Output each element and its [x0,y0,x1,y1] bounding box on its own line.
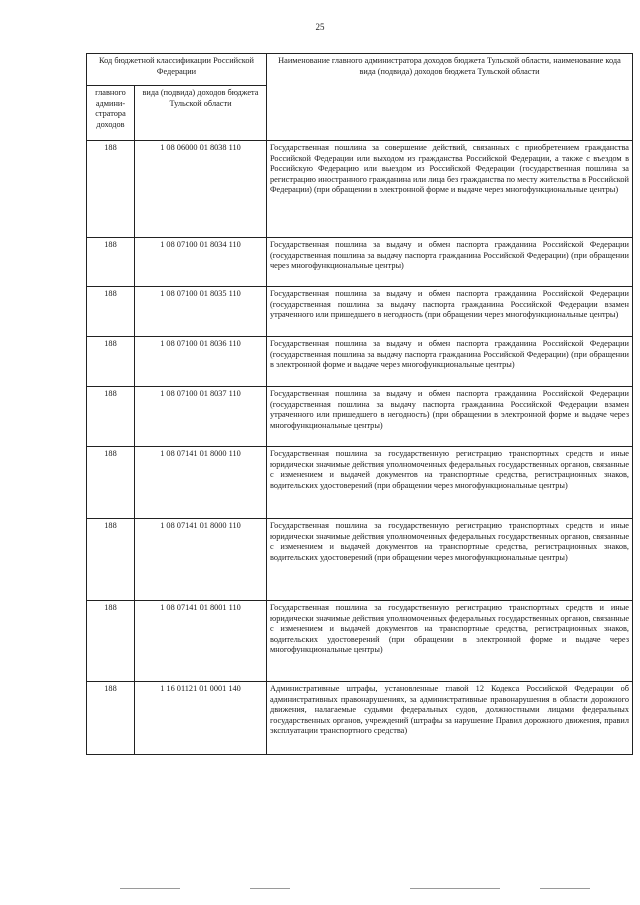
income-name-cell: Государственная пошлина за совершение действий, связанных с приобретением гражданства Российской Федерации или выходом из гражданства Российской Федерации, а также с въездом в Российскую Федерацию или выездом из Российской Федерации (государственная пошлина за регистрацию иностранного гражданина или лица без гражданства по месту жительства в Российской Федерации) (при обращении в электронной форме и выдаче через многофункциональные центры) [267,141,633,238]
income-code-cell: 1 08 07141 01 8000 110 [135,447,267,519]
admin-code-cell: 188 [87,682,135,755]
income-name-cell: Государственная пошлина за выдачу и обмен паспорта гражданина Российской Федерации (государственная пошлина за выдачу паспорта гражданина Российской Федерации взамен утраченного или пришедшего в негодность) (при обращении в электронной форме и выдаче через многофункциональные центры) [267,387,633,447]
income-code-cell: 1 08 07100 01 8035 110 [135,287,267,337]
table-row [87,519,633,601]
income-name-cell: Государственная пошлина за выдачу и обмен паспорта гражданина Российской Федерации (государственная пошлина за выдачу паспорта гражданина Российской Федерации) (при обращении в электронной форме и выдаче через многофункциональные центры) [267,337,633,387]
table-row [87,287,633,337]
income-code-cell: 1 08 07100 01 8037 110 [135,387,267,447]
income-name-cell: Государственная пошлина за государственную регистрацию транспортных средств и иные юридически значимые действия уполномоченных федеральных государственных органов, связанные с изменением и выдачей документов на транспортные средства, регистрационных знаков, водительских удостоверений (при обращении через многофункциональные центры) [267,519,633,601]
scan-artifact [410,888,500,889]
budget-classification-table [86,53,633,755]
income-name-cell: Государственная пошлина за выдачу и обмен паспорта гражданина Российской Федерации (государственная пошлина за выдачу паспорта гражданина Российской Федерации взамен утраченного или пришедшего в негодность (при обращении через многофункциональные центры) [267,287,633,337]
admin-code-cell: 188 [87,287,135,337]
scan-artifact [540,888,590,889]
header-admin-code: главного админи-стратора доходов [87,86,135,141]
scan-artifact [120,888,180,889]
income-name-cell: Государственная пошлина за государственную регистрацию транспортных средств и иные юридически значимые действия уполномоченных федеральных государственных органов, связанные с изменением и выдачей документов на транспортные средства, регистрационных знаков, водительских удостоверений (при обращении через многофункциональные центры) [267,447,633,519]
page-number: 25 [315,22,325,32]
header-income-code: вида (подвида) доходов бюджета Тульской области [135,86,267,141]
admin-code-cell: 188 [87,601,135,682]
income-name-cell: Административные штрафы, установленные главой 12 Кодекса Российской Федерации об административных правонарушениях, за административные правонарушения в области дорожного движения, налагаемые судьями федеральных судов, должностными лицами федеральных государственных органов, учреждений (штрафы за нарушение Правил дорожного движения, правил эксплуатации транспортного средства) [267,682,633,755]
header-code-group: Код бюджетной классификации Российской Федерации [87,54,267,86]
income-code-cell: 1 08 07141 01 8001 110 [135,601,267,682]
income-name-cell: Государственная пошлина за государственную регистрацию транспортных средств и иные юридически значимые действия уполномоченных федеральных государственных органов, связанные с изменением и выдачей документов на транспортные средства, регистрационных знаков, водительских удостоверений (при обращении в электронной форме и выдаче через многофункциональные центры) [267,601,633,682]
income-code-cell: 1 08 06000 01 8038 110 [135,141,267,238]
scan-artifact [250,888,290,889]
admin-code-cell: 188 [87,337,135,387]
income-code-cell: 1 08 07100 01 8034 110 [135,238,267,287]
table-row [87,601,633,682]
table-row [87,387,633,447]
admin-code-cell: 188 [87,238,135,287]
table-row [87,238,633,287]
admin-code-cell: 188 [87,519,135,601]
table-row [87,682,633,755]
income-code-cell: 1 08 07100 01 8036 110 [135,337,267,387]
admin-code-cell: 188 [87,387,135,447]
header-name: Наименование главного администратора доходов бюджета Тульской области, наименование кода вида (подвида) доходов бюджета Тульской области [267,54,633,141]
admin-code-cell: 188 [87,141,135,238]
income-code-cell: 1 16 01121 01 0001 140 [135,682,267,755]
table-row [87,141,633,238]
income-name-cell: Государственная пошлина за выдачу и обмен паспорта гражданина Российской Федерации (государственная пошлина за выдачу паспорта гражданина Российской Федерации) (при обращении через многофункциональные центры) [267,238,633,287]
table-row [87,447,633,519]
table-row [87,337,633,387]
admin-code-cell: 188 [87,447,135,519]
income-code-cell: 1 08 07141 01 8000 110 [135,519,267,601]
